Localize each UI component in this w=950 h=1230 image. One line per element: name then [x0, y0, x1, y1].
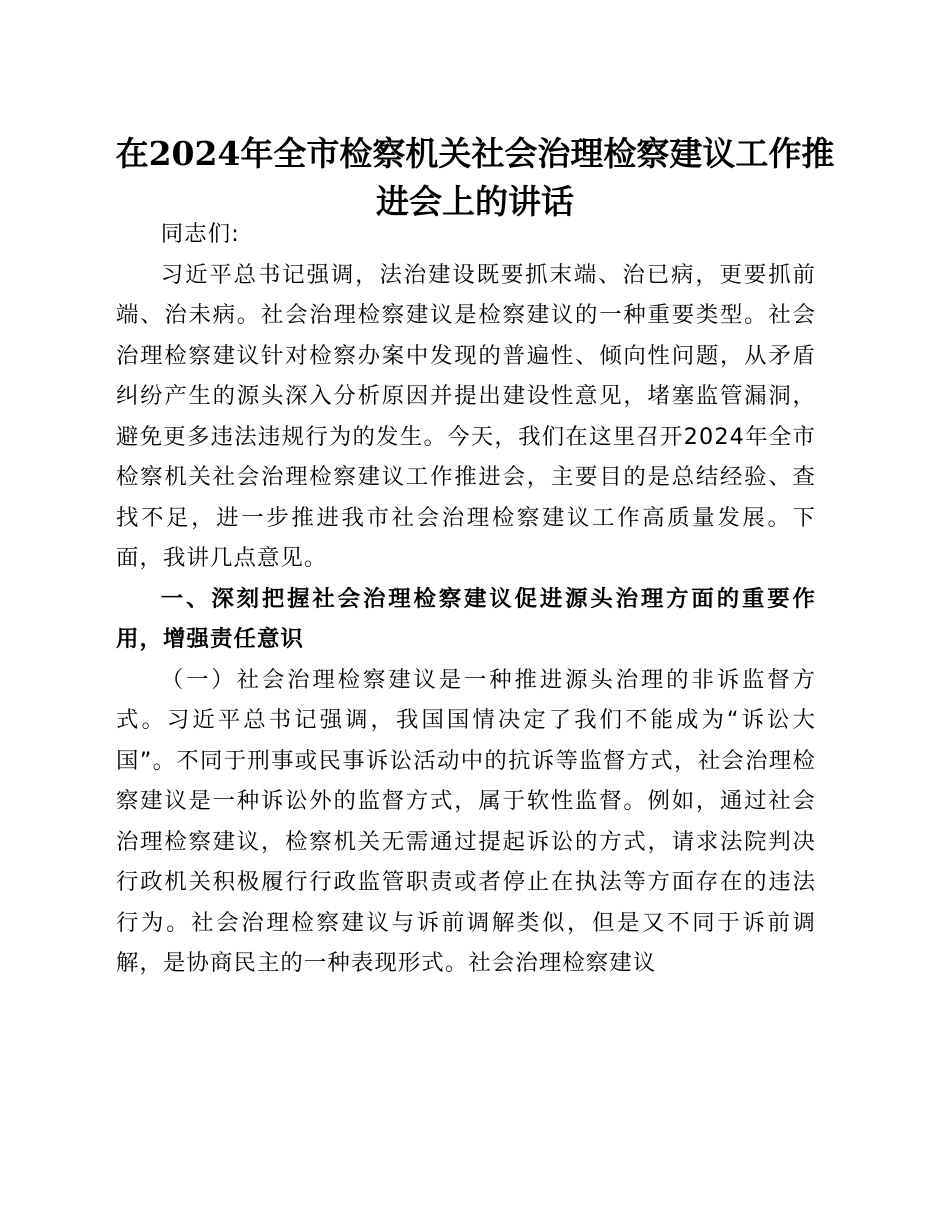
section-paragraph: （一）社会治理检察建议是一种推进源头治理的非诉监督方式。习近平总书记强调，我国国情决定了我们不能成为“诉讼大国”。不同于刑事或民事诉讼活动中的抗诉等监督方式，社会治理检察建议是一种诉讼外的监督方式，属于软性监督。例如，通过社会治理检察建议，检察机关无需通过提起诉讼的方式，请求法院判决行政机关积极履行行政监管职责或者停止在执法等方面存在的违法行为。社会治理检察建议与诉前调解类似，但是又不同于诉前调解，是协商民主的一种表现形式。社会治理检察建议: [116, 666, 816, 976]
document-title: 在2024年全市检察机关社会治理检察建议工作推进会上的讲话: [115, 134, 835, 221]
intro-paragraph: 习近平总书记强调，法治建设既要抓末端、治已病，更要抓前端、治未病。社会治理检察建议是检察建议的一种重要类型。社会治理检察建议针对检察办案中发现的普遍性、倾向性问题，从矛盾纠纷产生的源头深入分析原因并提出建设性意见，堵塞监管漏洞，避免更多违法违规行为的发生。今天，我们在这里召开2024年全市检察机关社会治理检察建议工作推进会，主要目的是总结经验、查找不足，进一步推进我市社会治理检察建议工作高质量发展。下面，我讲几点意见。: [116, 261, 816, 571]
section-heading: 一、深刻把握社会治理检察建议促进源头治理方面的重要作用，增强责任意识: [116, 585, 816, 652]
greeting: 同志们:: [160, 221, 240, 247]
document-body: [116, 214, 816, 984]
